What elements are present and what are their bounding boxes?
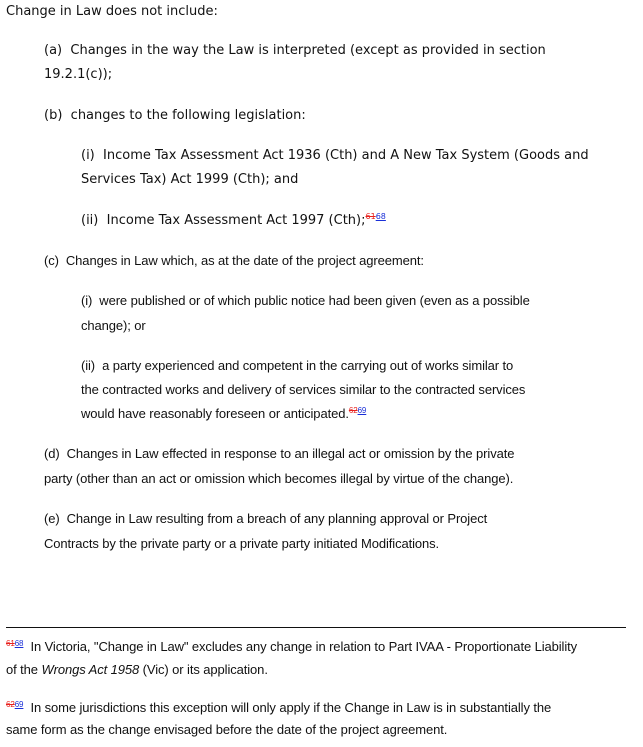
footnote-68-text-pre: of the	[6, 662, 42, 677]
item-a	[44, 43, 546, 59]
footnote-69-text-line1: In some jurisdictions this exception will only apply if the Change in Law is in substantially the	[30, 700, 552, 715]
footnote-68-text-line1: In Victoria, "Change in Law" excludes any change in relation to Part IVAA - Proportionate Liability	[30, 639, 578, 654]
footnote-69-text-line2: same form as the change envisaged before the date of the project agreement.	[6, 722, 448, 737]
item-c-i-text-line1: were published or of which public notice had been given (even as a possible	[99, 293, 530, 308]
item-b	[44, 108, 306, 124]
item-a-text-line2: 19.2.1(c));	[44, 67, 113, 82]
footnote-ref-deleted: 62	[348, 406, 358, 415]
footnote-number-link[interactable]: 69	[14, 700, 24, 709]
item-c-ii-label: (ii)	[81, 358, 96, 373]
item-e-text-line2: Contracts by the private party or a private party initiated Modifications.	[44, 536, 440, 551]
footnote-ref-deleted: 61	[365, 212, 376, 221]
item-b-ii	[81, 213, 386, 229]
item-c-label: (c)	[44, 253, 59, 268]
item-c-i-text-line2: change); or	[81, 318, 146, 333]
item-c-ii-text-line1: a party experienced and competent in the carrying out of works similar to	[102, 358, 514, 373]
item-d	[44, 446, 514, 462]
item-e-label: (e)	[44, 511, 60, 526]
item-d-text-line1: Changes in Law effected in response to an illegal act or omission by the private	[66, 446, 515, 461]
item-c-ii-text-line2: the contracted works and delivery of services similar to the contracted services	[81, 382, 526, 397]
footnote-ref-link[interactable]: 68	[375, 212, 386, 221]
footnote-68	[6, 639, 577, 655]
item-c-ii	[81, 358, 513, 374]
item-b-i	[81, 148, 589, 164]
item-c-i-label: (i)	[81, 293, 93, 308]
footnote-68-act-title: Wrongs Act 1958	[41, 662, 140, 677]
footnote-number-deleted: 62	[6, 700, 15, 709]
item-c-ii-line3	[81, 406, 366, 422]
footnote-68-line2	[6, 662, 268, 678]
item-b-i-text-line2: Services Tax) Act 1999 (Cth); and	[81, 172, 299, 187]
item-b-label: (b)	[44, 108, 63, 123]
item-c-i	[81, 293, 530, 309]
item-b-ii-text: Income Tax Assessment Act 1997 (Cth);	[106, 213, 366, 228]
footnote-number-deleted: 61	[6, 639, 15, 648]
item-d-text-line2: party (other than an act or omission which becomes illegal by virtue of the change).	[44, 471, 514, 486]
footnote-separator	[6, 627, 626, 628]
footnote-number-link[interactable]: 68	[14, 639, 24, 648]
item-b-i-text-line1: Income Tax Assessment Act 1936 (Cth) and A New Tax System (Goods and	[103, 148, 589, 163]
intro-text: Change in Law does not include:	[6, 4, 218, 19]
item-b-ii-label: (ii)	[81, 213, 99, 228]
item-b-text: changes to the following legislation:	[70, 108, 306, 123]
item-e	[44, 511, 487, 527]
footnote-ref-link[interactable]: 69	[357, 406, 367, 415]
item-d-label: (d)	[44, 446, 60, 461]
item-c-ii-text-line3: would have reasonably foreseen or anticipated.	[81, 406, 349, 421]
item-c-text: Changes in Law which, as at the date of the project agreement:	[65, 253, 424, 268]
item-e-text-line1: Change in Law resulting from a breach of any planning approval or Project	[66, 511, 488, 526]
item-b-i-label: (i)	[81, 148, 95, 163]
footnote-69	[6, 700, 551, 716]
item-c	[44, 253, 424, 269]
footnote-68-text-post: (Vic) or its application.	[139, 662, 268, 677]
item-a-text-line1: Changes in the way the Law is interpreted (except as provided in section	[70, 43, 546, 58]
item-a-label: (a)	[44, 43, 63, 58]
